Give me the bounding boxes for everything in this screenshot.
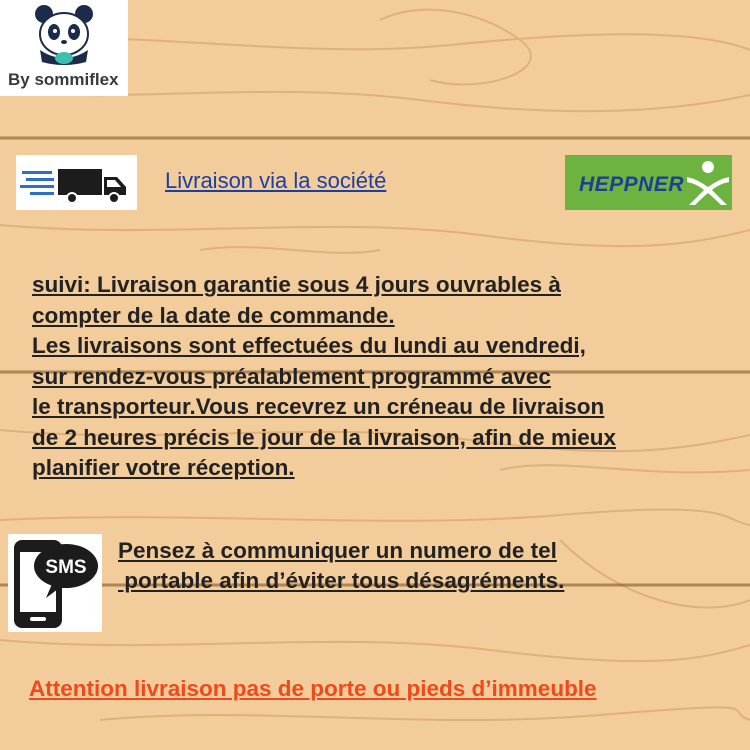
panda-icon [0,0,128,68]
info-line: planifier votre réception. [32,455,295,480]
truck-box [16,155,137,210]
info-line: sur rendez-vous préalablement programmé avec [32,363,551,389]
sms-badge-label: SMS [45,557,87,578]
brand-name: By sommiflex [8,70,119,89]
sms-line: Pensez à communiquer un numero de tel [118,538,557,563]
delivery-title: Livraison via la société [165,168,387,193]
sms-phone-icon [8,534,102,632]
info-line: Les livraisons sont effectuées du lundi au vendredi, [32,333,586,358]
delivery-info [32,270,616,484]
warning-text: Attention livraison pas de porte ou pieds d’immeuble [29,676,597,701]
info-line: le transporteur.Vous recevrez un créneau de livraison [32,394,605,419]
carrier-logo [565,155,732,210]
carrier-logo-text: HEPPNER [579,173,685,196]
info-line: de 2 heures précis le jour de la livraison, afin de mieux [32,424,616,450]
sms-box [8,534,102,632]
delivery-truck-icon [16,155,137,210]
sms-notice [118,536,564,596]
sms-line: portable afin d’éviter tous désagréments. [118,568,565,593]
info-line: compter de la date de commande. [32,302,395,328]
brand-logo [0,0,128,96]
info-line: suivi: Livraison garantie sous 4 jours ouvrables à [32,272,561,297]
heppner-x-icon [683,157,733,207]
